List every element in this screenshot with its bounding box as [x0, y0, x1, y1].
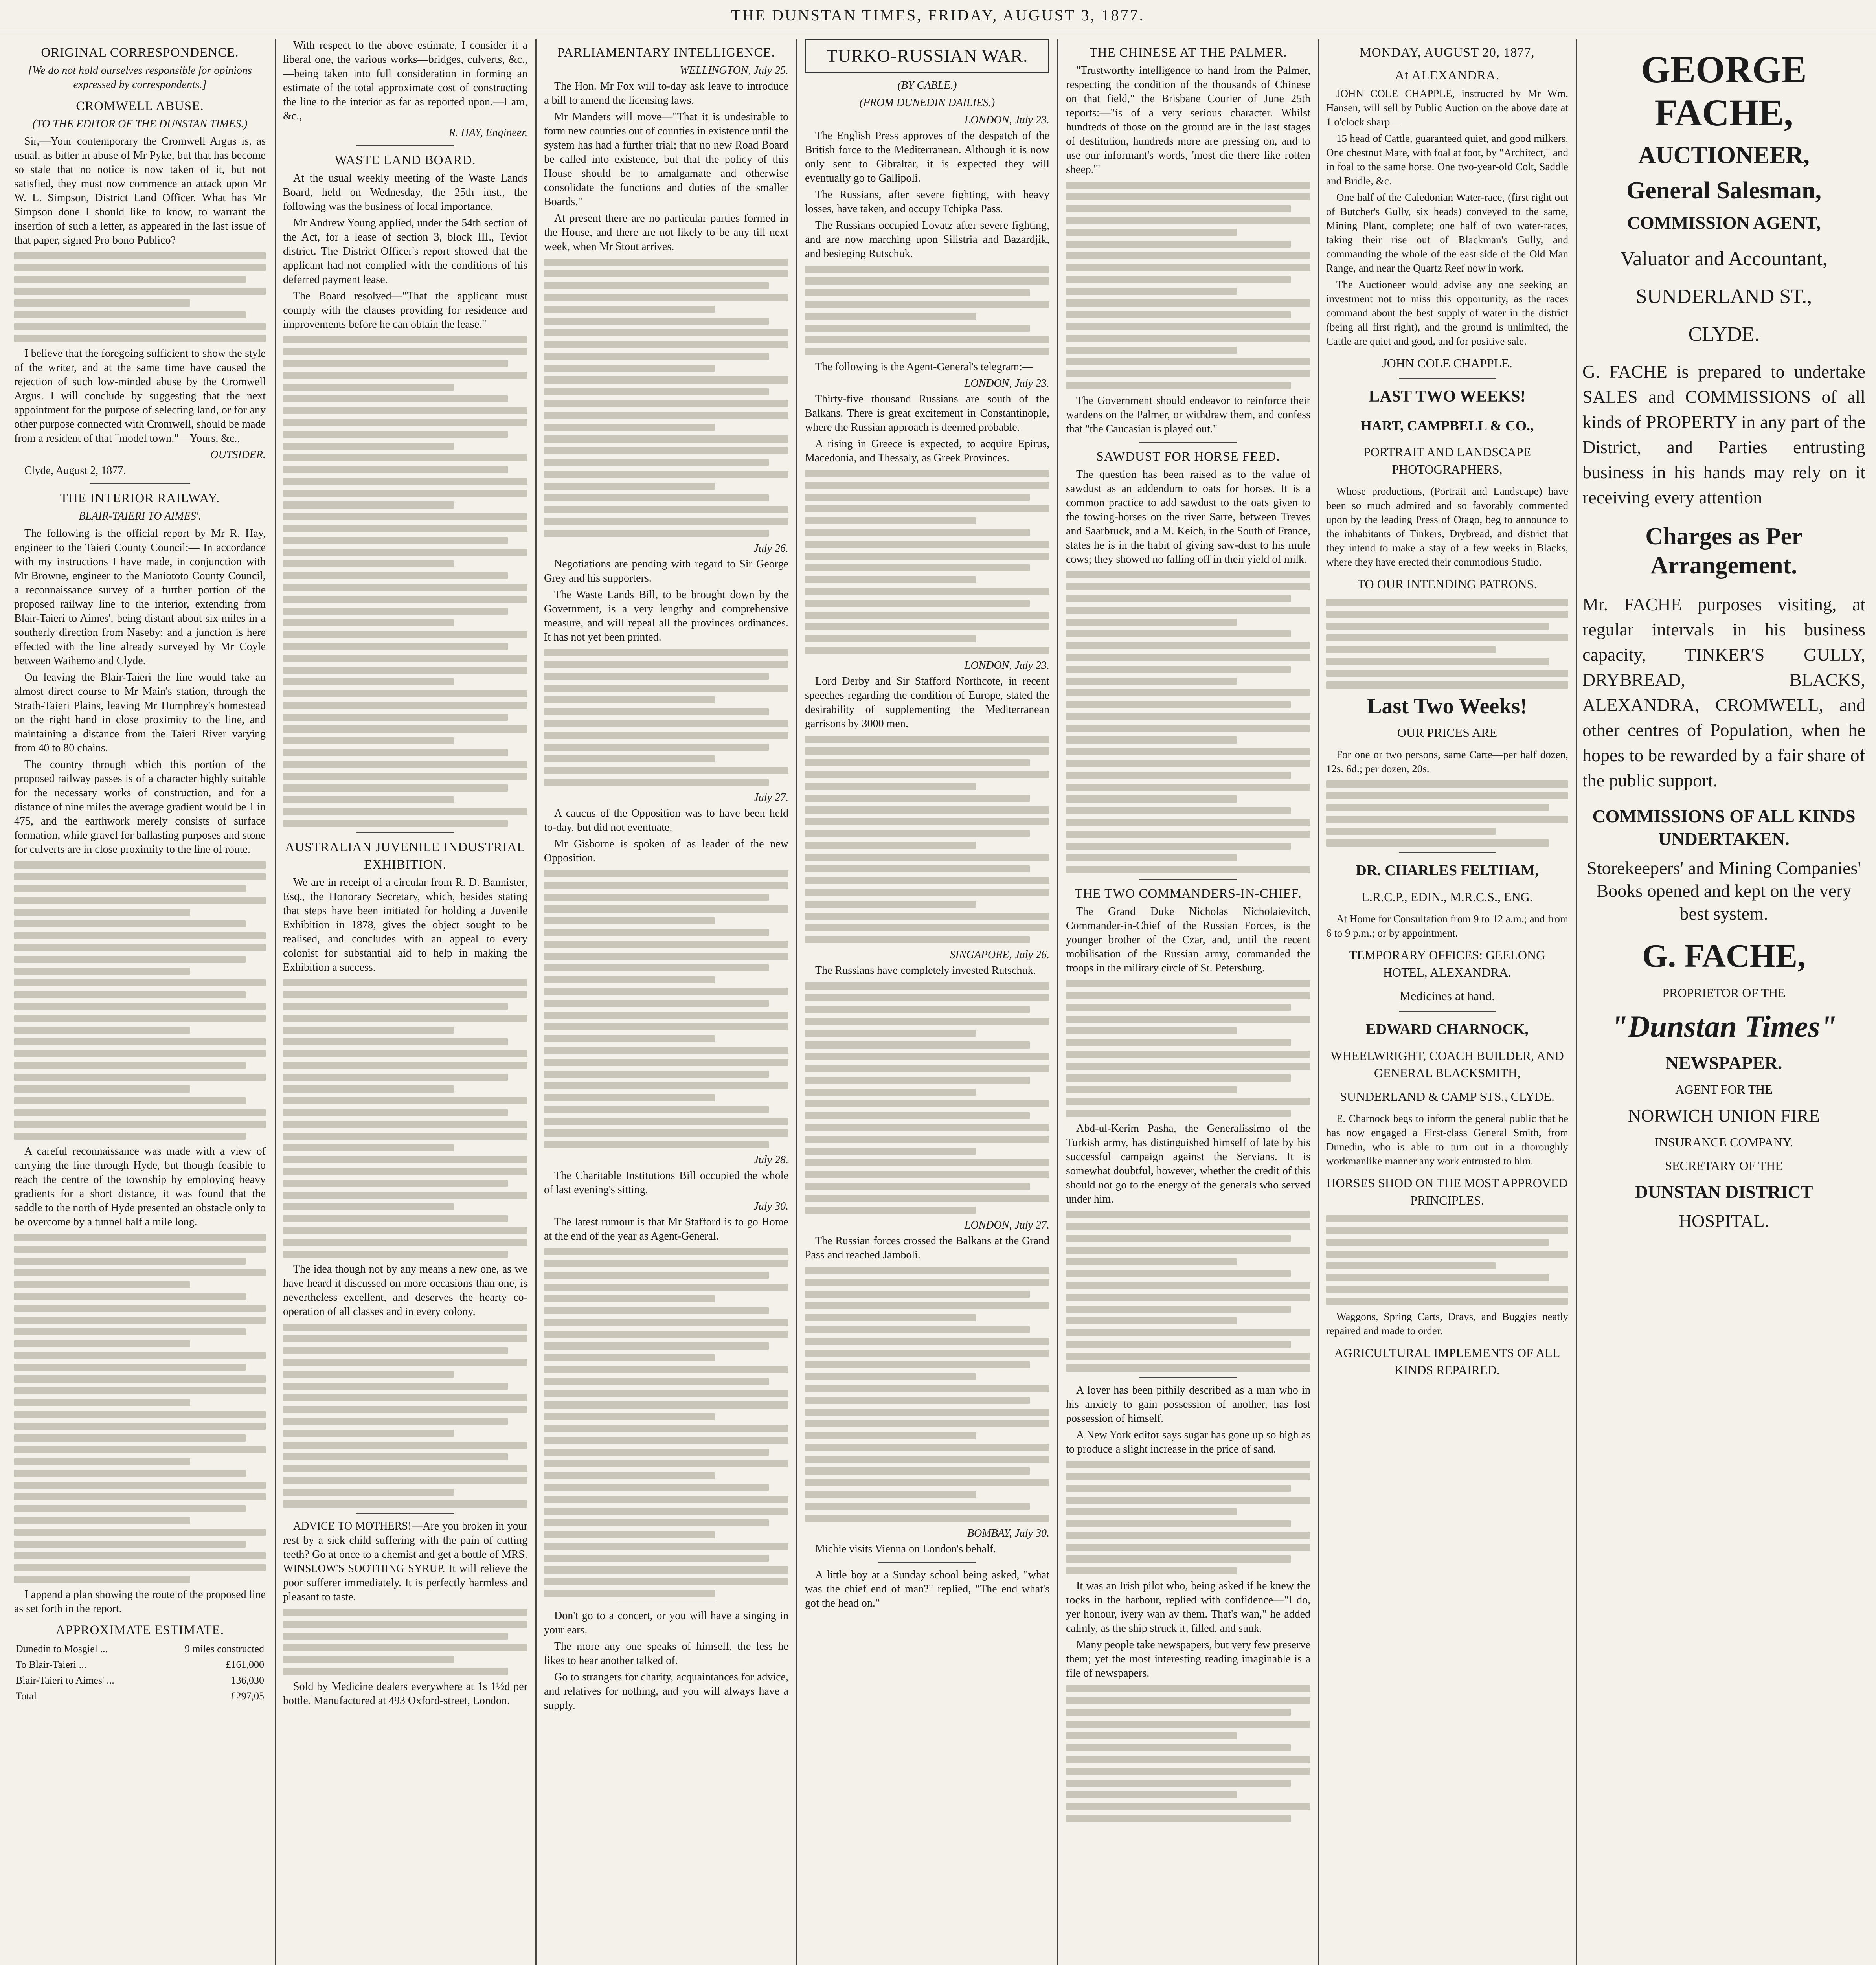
article-paragraph: The Government should endeavor to reinforce their wardens on the Palmer, or withdraw them, and confess that "the Caucasian is played out." [1066, 395, 1310, 435]
article-paragraph: I append a plan showing the route of the proposed line as set forth in the report. [14, 1589, 266, 1615]
illegible-text [1326, 1215, 1568, 1305]
section-heading: TURKO-RUSSIAN WAR. [826, 46, 1028, 66]
signature: OUTSIDER. [210, 449, 266, 461]
advertisement-footer: AGRICULTURAL IMPLEMENTS OF ALL KINDS REPAIRED. [1334, 1346, 1560, 1377]
ad-line: Valuator and Accountant, [1620, 248, 1828, 270]
auction-place: At ALEXANDRA. [1395, 68, 1499, 83]
shoeing-heading: HORSES SHOD ON THE MOST APPROVED PRINCIPLES. [1327, 1176, 1568, 1207]
column-rule [275, 39, 276, 1965]
advertiser-name: G. FACHE, [1642, 938, 1806, 974]
advertiser-name: GEORGE FACHE, [1641, 48, 1807, 134]
illegible-text [544, 259, 788, 537]
article-heading: THE CHINESE AT THE PALMER. [1089, 46, 1287, 60]
ad-line: Charges as Per Arrangement. [1645, 523, 1803, 579]
section-heading: ORIGINAL CORRESPONDENCE. [41, 46, 239, 60]
article-paragraph: A caucus of the Opposition was to have been held to-day, but did not eventuate. [544, 807, 788, 834]
article-paragraph: Mr Gisborne is spoken of as leader of the new Opposition. [544, 838, 788, 864]
article-paragraph: Michie visits Vienna on London's behalf. [815, 1543, 996, 1555]
last-two-weeks-banner: LAST TWO WEEKS! [1369, 387, 1526, 406]
article-paragraph: The Russian forces crossed the Balkans at the Grand Pass and reached Jamboli. [805, 1235, 1049, 1261]
advertisement-text: ADVICE TO MOTHERS!—Are you broken in your rest by a sick child suffering with the pain of cutting teeth? Go at once to a chemist and get a bottle of MRS. WINSLOW'S SOOTHING SYRUP. It will relieve the poor sufferer immediately. It is perfectly harmless and pleasant to taste. [283, 1520, 527, 1603]
prices-text: For one or two persons, same Carte—per half dozen, 12s. 6d.; per dozen, 20s. [1326, 749, 1568, 775]
article-paragraph: Abd-ul-Kerim Pasha, the Generalissimo of the Turkish army, has distinguished himself of late by his successful campaign against the Servians. It is somewhat doubtful, however, whether the credit of this should not go to the energy of the generals who served under him. [1066, 1122, 1310, 1205]
illegible-text [544, 1248, 788, 1597]
article-paragraph: Mr Manders will move—"That it is undesirable to form new counties out of counties in existence until the system has had a further trial; that no new Road Board be called into existence, but that the policy of this House should be to amalgamate and otherwise consolidate the functions and duties of the smaller Boards." [544, 111, 788, 208]
article-paragraph: The Charitable Institutions Bill occupied the whole of last evening's sitting. [544, 1170, 788, 1196]
illegible-text [1066, 980, 1310, 1117]
advertisement-text: Waggons, Spring Carts, Drays, and Buggies neatly repaired and made to order. [1326, 1311, 1568, 1337]
war-heading-box [805, 39, 1049, 73]
dateline: WELLINGTON, July 25. [680, 64, 788, 77]
article-heading: SAWDUST FOR HORSE FEED. [1096, 450, 1280, 464]
illegible-text [1066, 1685, 1310, 1822]
ad-line: Storekeepers' and Mining Companies' Books opened and kept on the very best system. [1587, 858, 1861, 924]
wheelwright-name: EDWARD CHARNOCK, [1366, 1021, 1529, 1038]
column-rule [1576, 39, 1577, 1965]
article-paragraph: We are in receipt of a circular from R. D. Bannister, Esq., the Honorary Secretary, which, besides stating that steps have been initiated for holding a Juvenile Exhibition in 1878, gives the object sought to be realised, and concludes with an appeal to every colonist for substantial aid to help in making the Exhibition a success. [283, 876, 527, 973]
ad-line: General Salesman, [1626, 177, 1821, 204]
illegible-text [1326, 599, 1568, 689]
illegible-text [283, 1609, 527, 1675]
auctioneer-name: JOHN COLE CHAPPLE. [1382, 356, 1512, 370]
article-paragraph: At present there are no particular parties formed in the House, and there are not likely to be any till next week, when Mr Stout arrives. [544, 212, 788, 253]
divider [90, 483, 190, 484]
article-heading: AUSTRALIAN JUVENILE INDUSTRIAL EXHIBITION. [285, 840, 526, 872]
article-paragraph: The following is the official report by Mr R. Hay, engineer to the Taieri County Council:— In accordance with my instructions I have made, in conjunction with Mr Browne, engineer to the Maniototo County Council, a reconnaissance survey of a further portion of the proposed railway line to the interior, extending from Blair-Taieri to Aimes', being distant about six miles in a southerly direction from Naseby; and a junction is here effected with the line already surveyed by Mr Coyle between Waihemo and Clyde. [14, 527, 266, 667]
article-paragraph: A careful reconnaissance was made with a view of carrying the line through Hyde, but though feasible to reach the centre of the township by employing heavy gradients for a short distance, it was found that the saddle to the north of Hyde presented an obstacle only to be overcome by a tunnel half a mile long. [14, 1145, 266, 1228]
column-1 [14, 39, 266, 1965]
doctor-qualifications: L.R.C.P., EDIN., M.R.C.S., ENG. [1362, 890, 1533, 904]
article-paragraph: The following is the Agent-General's telegram:— [815, 361, 1033, 373]
dateline: July 27. [753, 792, 788, 804]
article-paragraph: The country through which this portion of the proposed railway passes is of a character highly suitable for the necessary works of construction, and for a distance of nine miles the average gradient would be 1 in 475, and the earthwork merely consists of surface formation, while gravel for ballasting purposes and stone for culverts are in close proximity to the line of route. [14, 758, 266, 856]
illegible-text [1066, 1461, 1310, 1574]
section-heading: PARLIAMENTARY INTELLIGENCE. [557, 46, 775, 60]
divider [1399, 1011, 1496, 1012]
article-paragraph: Mr Andrew Young applied, under the 54th section of the Act, for a lease of section 3, block III., Teviot district. The District Officer's report showed that the applicant had not complied with the conditions of his deferred payment lease. [283, 217, 527, 286]
article-paragraph: It was an Irish pilot who, being asked if he knew the rocks in the harbour, replied with confidence—"I do, yer honour, ivery wan av them. That's wan," he added calmly, as the ship struck it, filled, and sunk. [1066, 1580, 1310, 1634]
column-6 [1326, 39, 1568, 1965]
illegible-text [544, 870, 788, 1148]
divider [356, 145, 454, 146]
ad-line: DUNSTAN DISTRICT [1635, 1182, 1813, 1202]
dateline: July 26. [753, 542, 788, 555]
byline: (BY CABLE.) [897, 79, 957, 92]
article-paragraph: The Russians, after severe fighting, with heavy losses, have taken, and occupy Tchipka Pass. [805, 189, 1049, 215]
dateline: BOMBAY, July 30. [967, 1527, 1049, 1539]
column-2 [283, 39, 527, 1965]
illegible-text [805, 1267, 1049, 1522]
advertisement-text: 15 head of Cattle, guaranteed quiet, and good milkers. One chestnut Mare, with foal at foot, by "Architect," and in foal to the same horse. One two-year-old Colt, Saddle and Bridle, &c. [1326, 132, 1568, 187]
article-paragraph: I believe that the foregoing sufficient to show the style of the writer, and at the same time have caused the rejection of such low-minded abuse by the Cromwell Argus. I will conclude by suggesting that the next appointment for the purpose of selecting land, or for any other purpose connected with Cromwell, should be made from a resident of that "model town."—Yours, &c., [14, 347, 266, 444]
photographer-subtitle: PORTRAIT AND LANDSCAPE PHOTOGRAPHERS, [1363, 445, 1531, 476]
article-heading: WASTE LAND BOARD. [334, 153, 476, 167]
ad-line: SECRETARY OF THE [1665, 1159, 1783, 1173]
dateline: LONDON, July 23. [964, 377, 1049, 389]
divider [1399, 852, 1496, 853]
ad-line: NEWSPAPER. [1665, 1053, 1782, 1073]
doctor-name: DR. CHARLES FELTHAM, [1356, 862, 1539, 879]
column-rule [1057, 39, 1058, 1965]
divider [1139, 442, 1237, 443]
auction-date: MONDAY, AUGUST 20, 1877, [1360, 46, 1535, 60]
illegible-text [14, 252, 266, 342]
ad-line: NORWICH UNION FIRE [1628, 1106, 1820, 1126]
column-3 [544, 39, 788, 1965]
newspaper-title: "Dunstan Times" [1611, 1009, 1837, 1043]
dateline: LONDON, July 23. [964, 114, 1049, 126]
article-subheading: BLAIR-TAIERI TO AIMES'. [79, 510, 201, 522]
salutation: (TO THE EDITOR OF THE DUNSTAN TIMES.) [32, 118, 248, 130]
estimate-title: APPROXIMATE ESTIMATE. [55, 1623, 224, 1637]
photographer-name: HART, CAMPBELL & CO., [1360, 418, 1534, 433]
divider [878, 1562, 976, 1563]
dateline: July 30. [753, 1200, 788, 1212]
article-paragraph: The Hon. Mr Fox will to-day ask leave to introduce a bill to amend the licensing laws. [544, 80, 788, 107]
column-rule [1318, 39, 1319, 1965]
wheelwright-address: SUNDERLAND & CAMP STS., CLYDE. [1340, 1089, 1554, 1104]
ad-paragraph: Mr. FACHE purposes visiting, at regular intervals in his business capacity, TINKER'S GULLY, DRYBREAD, BLACKS, ALEXANDRA, CROMWELL, and other centres of Population, when he hopes to be rewarded by a fair share of the public support. [1582, 594, 1865, 790]
article-paragraph: Many people take newspapers, but very few preserve them; yet the most interesting reading imaginable is a file of newspapers. [1066, 1639, 1310, 1679]
illegible-text [1326, 780, 1568, 847]
ad-line: SUNDERLAND ST., [1635, 285, 1812, 308]
article-paragraph: The Russians have completely invested Rutschuk. [815, 964, 1036, 977]
estimate-table [14, 1641, 266, 1704]
advertisement-footer: Sold by Medicine dealers everywhere at 1s 1½d per bottle. Manufactured at 493 Oxford-street, London. [283, 1680, 527, 1707]
dateline: LONDON, July 23. [964, 659, 1049, 672]
ad-line: AUCTIONEER, [1638, 142, 1810, 169]
illegible-text [805, 736, 1049, 943]
article-paragraph: Thirty-five thousand Russians are south of the Balkans. There is great excitement in Constantinople, where the Russian approach is deemed probable. [805, 393, 1049, 433]
masthead: THE DUNSTAN TIMES, FRIDAY, AUGUST 3, 1877. [0, 0, 1876, 32]
article-paragraph: With respect to the above estimate, I consider it a liberal one, the various works—bridges, culverts, &c.,—being taken into full consideration in forming an estimate of the total approximate cost of constructing the line to the interior as far as reported upon.—I am, &c., [283, 39, 527, 122]
article-paragraph: The Waste Lands Bill, to be brought down by the Government, is a very lengthy and comprehensive measure, and will repeal all the provinces ordinances. It has not yet been printed. [544, 589, 788, 643]
editorial-note: [We do not hold ourselves responsible for opinions expressed by correspondents.] [28, 64, 252, 91]
ad-line: COMMISSIONS OF ALL KINDS UNDERTAKEN. [1592, 806, 1856, 849]
patrons-heading: TO OUR INTENDING PATRONS. [1357, 577, 1537, 591]
advertisement-text: JOHN COLE CHAPPLE, instructed by Mr Wm. Hansen, will sell by Public Auction on the above date at 1 o'clock sharp— [1326, 88, 1568, 128]
source-line: (FROM DUNEDIN DAILIES.) [859, 97, 995, 109]
article-paragraph: Go to strangers for charity, acquaintances for advice, and relatives for nothing, and you will always have a supply. [544, 1671, 788, 1712]
article-paragraph: On leaving the Blair-Taieri the line would take an almost direct course to Mr Main's station, through the Strath-Taieri Plains, leaving Mr Humphrey's homestead on the right hand in close proximity to the line, and maintaining a distance from the Taieri River varying from 40 to 80 chains. [14, 671, 266, 754]
divider [356, 1513, 454, 1514]
table-row: Total £297,05 [16, 1690, 264, 1702]
ad-line: PROPRIETOR OF THE [1662, 986, 1786, 1000]
dateline: LONDON, July 27. [964, 1219, 1049, 1231]
article-paragraph: Lord Derby and Sir Stafford Northcote, in recent speeches regarding the condition of Europe, stated the desirability of supplementing the Mediterranean garrisons by 3000 men. [805, 675, 1049, 730]
column-7 [1582, 39, 1865, 1965]
prices-heading: OUR PRICES ARE [1397, 725, 1497, 740]
divider [1139, 879, 1237, 880]
advertisement-text: Whose productions, (Portrait and Landscape) have been so much admired and so favorably commented upon by the leading Press of Otago, beg to announce to the inhabitants of Tinkers, Drybread, and district that they intend to make a stay of a few weeks in Blacks, where they have erected their commodious Studio. [1326, 485, 1568, 568]
article-paragraph: A rising in Greece is expected, to acquire Epirus, Macedonia, and Thessaly, as Greek Provinces. [805, 438, 1049, 464]
article-paragraph: Sir,—Your contemporary the Cromwell Argus is, as usual, as bitter in abuse of Mr Pyke, but that has become so stale that no notice is now taken of it, but not satisfied, they must now commence an attack upon Mr W. L. Simpson, District Land Officer. What has Mr Simpson done I should like to know, to warrant the insertion of such a letter, as appeared in the last issue of that paper, signed Pro bono Publico? [14, 135, 266, 246]
illegible-text [1066, 1211, 1310, 1372]
illegible-text [1066, 182, 1310, 389]
column-4 [805, 39, 1049, 1965]
table-row: Dunedin to Mosgiel ... 9 miles constructed [16, 1643, 264, 1655]
advertisement-text: E. Charnock begs to inform the general public that he has now engaged a First-class General Smith, from Dunedin, who is able to turn out in a thoroughly workmanlike manner any work entrusted to him. [1326, 1113, 1568, 1167]
column-rule [796, 39, 797, 1965]
illegible-text [805, 982, 1049, 1214]
wheelwright-trade: WHEELWRIGHT, COACH BUILDER, AND GENERAL BLACKSMITH, [1330, 1049, 1564, 1080]
ad-line: HOSPITAL. [1678, 1211, 1769, 1231]
article-paragraph: The Grand Duke Nicholas Nicholaievitch, Commander-in-Chief of the Russian Forces, is the younger brother of the Czar, and, until the recent mobilisation of the Russian army, commanded the troops in the military circle of St. Petersburg. [1066, 905, 1310, 974]
article-paragraph: "Trustworthy intelligence to hand from the Palmer, respecting the condition of the thousands of Chinese on that field," the Brisbane Courier of June 25th reports:—"is of a very serious character. Whilst hundreds of those on the ground are in the last stages of destitution, hundreds more are pressing on, and to use our informant's words, 'most die there like rotten sheep.'" [1066, 64, 1310, 176]
article-paragraph: The Board resolved—"That the applicant must comply with the clauses providing for residence and improvements before he can obtain the lease." [283, 290, 527, 331]
advertisement-text: The Auctioneer would advise any one seeking an investment not to miss this opportunity, as the races command about the best supply of water in the district (being all first right), and the ground is unlimited, the Cattle are quiet and good, and for positive sale. [1326, 279, 1568, 347]
article-paragraph: At the usual weekly meeting of the Waste Lands Board, held on Wednesday, the 25th inst., the following was the business of local importance. [283, 172, 527, 213]
illegible-text [14, 861, 266, 1140]
signature: R. HAY, Engineer. [448, 127, 527, 139]
illegible-text [283, 1324, 527, 1508]
column-5 [1066, 39, 1310, 1965]
illegible-text [14, 1234, 266, 1583]
illegible-text [283, 336, 527, 827]
article-heading: CROMWELL ABUSE. [76, 99, 204, 113]
ad-line: AGENT FOR THE [1675, 1082, 1773, 1096]
article-paragraph: The idea though not by any means a new one, as we have heard it discussed on more occasions than one, is nevertheless excellent, and deserves the hearty co-operation of all classes and in every colony. [283, 1263, 527, 1318]
ad-line: CLYDE. [1688, 323, 1760, 345]
article-paragraph: The English Press approves of the despatch of the British force to the Mediterranean. Although it is now only sent to Gibraltar, it is expected they will eventually go to Gallipoli. [805, 130, 1049, 184]
article-heading: THE INTERIOR RAILWAY. [60, 491, 220, 505]
consultation-hours: At Home for Consultation from 9 to 12 a.m.; and from 6 to 9 p.m.; or by appointment. [1326, 913, 1568, 939]
article-paragraph: Don't go to a concert, or you will have a singing in your ears. [544, 1610, 788, 1636]
article-paragraph: The question has been raised as to the value of sawdust as an addendum to oats for horses. It is a common practice to add sawdust to the oats given to the towing-horses on the river Sarre, between Treves and Saarbruck, and a M. Keich, in the South of France, states he is in the habit of giving saw-dust to his mule cows; they showed no falling off in their yield of milk. [1066, 468, 1310, 566]
place-date: Clyde, August 2, 1877. [24, 465, 126, 477]
advertisement-text: One half of the Caledonian Water-race, (first right out of Butcher's Gully, six heads) conveyed to the same, Mining Plant, complete; one half of two water-races, taking their rise out of Blackman's Gully, and commanding the whole of the east side of the Old Man Range, and near the Quartz Reef now in work. [1326, 191, 1568, 274]
dateline: SINGAPORE, July 26. [950, 949, 1049, 961]
article-paragraph: A little boy at a Sunday school being asked, "what was the chief end of man?" replied, "The end what's got the head on." [805, 1569, 1049, 1609]
table-row: Blair-Taieri to Aimes' ... 136,030 [16, 1675, 264, 1686]
ad-line: COMMISSION AGENT, [1627, 213, 1821, 233]
article-paragraph: A lover has been pithily described as a man who in his anxiety to gain possession of another, has lost possession of himself. [1066, 1384, 1310, 1425]
medicines-note: Medicines at hand. [1399, 989, 1495, 1003]
illegible-text [805, 470, 1049, 654]
doctor-office: TEMPORARY OFFICES: GEELONG HOTEL, ALEXANDRA. [1349, 948, 1545, 979]
article-paragraph: A New York editor says sugar has gone up so high as to produce a slight increase in the price of sand. [1066, 1429, 1310, 1455]
illegible-text [544, 649, 788, 786]
ad-line: INSURANCE COMPANY. [1654, 1135, 1793, 1149]
ad-paragraph: G. FACHE is prepared to undertake SALES and COMMISSIONS of all kinds of PROPERTY in any part of the District, and Parties entrusting business in his hands may rely on it receiving every attention [1582, 362, 1865, 507]
illegible-text [805, 266, 1049, 355]
article-heading: THE TWO COMMANDERS-IN-CHIEF. [1075, 887, 1302, 901]
divider [356, 832, 454, 833]
divider [1139, 1377, 1237, 1378]
article-paragraph: The more any one speaks of himself, the less he likes to hear another talked of. [544, 1640, 788, 1667]
last-two-weeks-banner: Last Two Weeks! [1367, 694, 1527, 718]
article-paragraph: Negotiations are pending with regard to Sir George Grey and his supporters. [544, 558, 788, 584]
divider [1399, 378, 1496, 379]
table-row: To Blair-Taieri ... £161,000 [16, 1659, 264, 1670]
column-rule [535, 39, 537, 1965]
article-paragraph: The latest rumour is that Mr Stafford is to go Home at the end of the year as Agent-General. [544, 1216, 788, 1242]
illegible-text [283, 979, 527, 1258]
article-paragraph: The Russians occupied Lovatz after severe fighting, and are now marching upon Silistria and Bazardjik, and besieging Rutschuk. [805, 219, 1049, 260]
dateline: July 28. [753, 1154, 788, 1166]
illegible-text [1066, 571, 1310, 873]
